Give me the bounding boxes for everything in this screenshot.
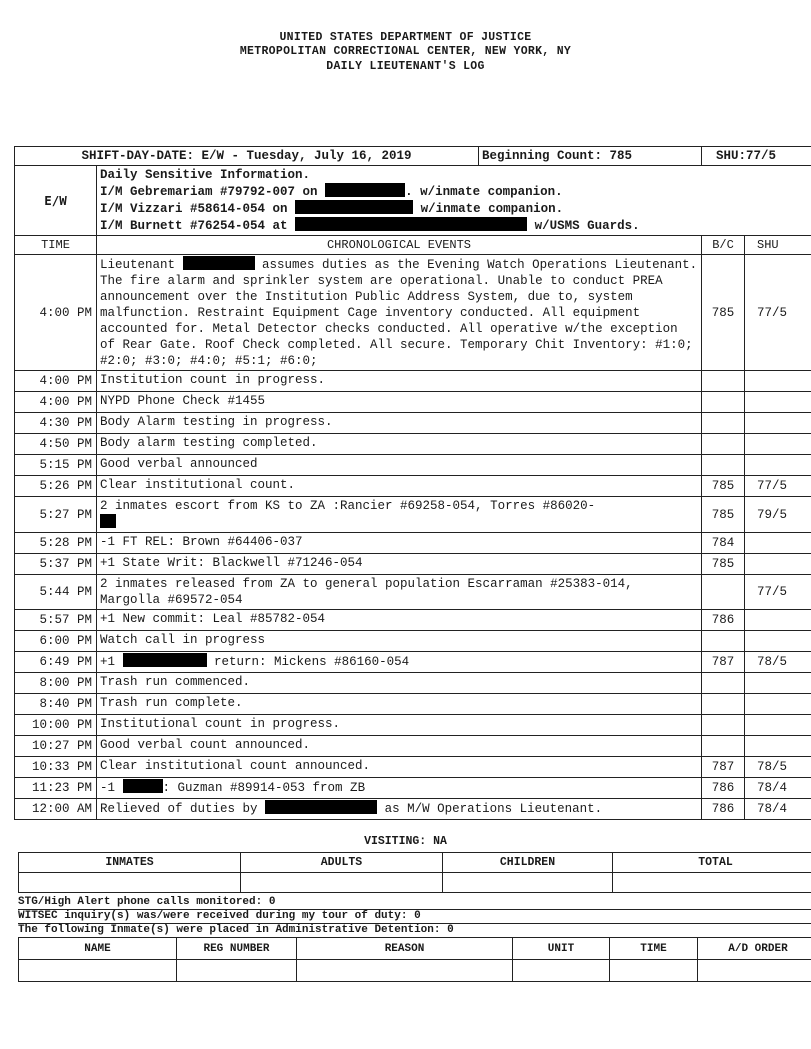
shift-header-row: [15, 147, 811, 166]
entry-shu: [745, 610, 811, 631]
name-header: NAME: [19, 938, 177, 960]
entry-bc: 787: [702, 652, 745, 673]
visiting-title: VISITING: NA: [364, 835, 447, 848]
log-entry: [15, 533, 811, 554]
log-title: DAILY LIEUTENANT'S LOG: [326, 60, 485, 73]
entry-bc: [702, 575, 745, 610]
log-entry: [15, 631, 811, 652]
entry-time: 5:26 PM: [15, 476, 97, 497]
redaction: [100, 514, 116, 528]
log-entry: [15, 392, 811, 413]
time-header: TIME: [610, 938, 698, 960]
entry-shu: 78/5: [745, 652, 811, 673]
ad-order-cell: [698, 960, 811, 982]
entry-event: +1 New commit: Leal #85782-054: [97, 610, 702, 631]
entry-event: Good verbal count announced.: [97, 736, 702, 757]
visiting-table: [18, 852, 811, 893]
entry-event: 2 inmates escort from KS to ZA :Rancier #69258-054, Torres #86020-: [97, 497, 702, 533]
name-cell: [19, 960, 177, 982]
entry-shu: [745, 371, 811, 392]
redaction: [295, 217, 527, 231]
ad-order-header: A/D ORDER: [698, 938, 811, 960]
log-entry: [15, 476, 811, 497]
admin-detention-table: [18, 937, 811, 982]
redaction: [325, 183, 405, 197]
reason-cell: [297, 960, 513, 982]
sensitive-line-1: I/M Gebremariam #79792-007 on . w/inmate companion.: [100, 185, 563, 199]
entry-bc: 785: [702, 476, 745, 497]
children-value: [443, 873, 613, 893]
entry-bc: [702, 715, 745, 736]
time-cell: [610, 960, 698, 982]
unit-cell: [513, 960, 610, 982]
entry-time: 10:00 PM: [15, 715, 97, 736]
entry-bc: 785: [702, 255, 745, 371]
shift-day-date: SHIFT-DAY-DATE: E/W - Tuesday, July 16, 2019: [15, 147, 479, 166]
log-entry: [15, 255, 811, 371]
sensitive-line-2: I/M Vizzari #58614-054 on w/inmate companion.: [100, 202, 564, 216]
entry-shu: 77/5: [745, 575, 811, 610]
sensitive-title: Daily Sensitive Information.: [100, 168, 311, 182]
sensitive-info-row: [15, 166, 811, 236]
entry-time: 6:49 PM: [15, 652, 97, 673]
entry-event: Clear institutional count.: [97, 476, 702, 497]
entry-shu: [745, 413, 811, 434]
redaction: [183, 256, 255, 270]
entry-shu: 77/5: [745, 476, 811, 497]
entry-event: Institutional count in progress.: [97, 715, 702, 736]
entry-time: 10:33 PM: [15, 757, 97, 778]
entry-time: 4:50 PM: [15, 434, 97, 455]
entry-event: Trash run commenced.: [97, 673, 702, 694]
events-column-header: CHRONOLOGICAL EVENTS: [97, 236, 702, 255]
shu-count: SHU:77/5: [702, 147, 811, 166]
entry-time: 6:00 PM: [15, 631, 97, 652]
redaction: [295, 200, 413, 214]
entry-time: 5:37 PM: [15, 554, 97, 575]
shu-column-header: SHU: [745, 236, 811, 255]
entry-shu: [745, 694, 811, 715]
log-entry: [15, 434, 811, 455]
entry-shu: [745, 434, 811, 455]
log-entry: [15, 799, 811, 820]
entry-event: Body alarm testing completed.: [97, 434, 702, 455]
inmates-value: [19, 873, 241, 893]
log-entry: [15, 694, 811, 715]
entry-shu: 77/5: [745, 255, 811, 371]
entry-event: +1 State Writ: Blackwell #71246-054: [97, 554, 702, 575]
entry-time: 4:30 PM: [15, 413, 97, 434]
dept-title: UNITED STATES DEPARTMENT OF JUSTICE: [279, 31, 532, 44]
children-header: CHILDREN: [443, 853, 613, 873]
entry-time: 8:00 PM: [15, 673, 97, 694]
log-entry: [15, 371, 811, 392]
adults-header: ADULTS: [241, 853, 443, 873]
inmates-header: INMATES: [19, 853, 241, 873]
adults-value: [241, 873, 443, 893]
entry-time: 4:00 PM: [15, 255, 97, 371]
entry-time: 5:28 PM: [15, 533, 97, 554]
entry-bc: [702, 694, 745, 715]
log-entry: [15, 497, 811, 533]
log-entry: [15, 554, 811, 575]
entry-bc: 786: [702, 778, 745, 799]
entry-time: 5:27 PM: [15, 497, 97, 533]
entry-event: Body Alarm testing in progress.: [97, 413, 702, 434]
entry-shu: [745, 715, 811, 736]
entry-bc: [702, 434, 745, 455]
unit-header: UNIT: [513, 938, 610, 960]
entry-bc: [702, 371, 745, 392]
stg-phone-calls: STG/High Alert phone calls monitored: 0: [18, 895, 811, 910]
entry-shu: 78/5: [745, 757, 811, 778]
total-value: [613, 873, 811, 893]
bc-column-header: B/C: [702, 236, 745, 255]
facility-title: METROPOLITAN CORRECTIONAL CENTER, NEW YORK, NY: [239, 45, 572, 58]
reason-header: REASON: [297, 938, 513, 960]
entry-event: Lieutenant assumes duties as the Evening Watch Operations Lieutenant. The fire alarm and sprinkler system are operational. Unable to conduct PREA announcement over the Institution Public Address System, due to, system malfunction. Restraint Equipment Cage inventory conducted. All equipment accounted for. Metal Detector checks conducted. All operative w/the exception of Rear Gate. Roof Check completed. All secure. Temporary Chit Inventory: #1:0; #2:0; #3:0; #4:0; #5:1; #6:0;: [97, 255, 702, 371]
log-entry: [15, 413, 811, 434]
column-header-row: [15, 236, 811, 255]
entry-shu: 79/5: [745, 497, 811, 533]
log-entry: [15, 757, 811, 778]
entry-time: 4:00 PM: [15, 371, 97, 392]
entry-bc: 785: [702, 554, 745, 575]
entry-event: Institution count in progress.: [97, 371, 702, 392]
entry-time: 5:44 PM: [15, 575, 97, 610]
sensitive-line-3: I/M Burnett #76254-054 at w/USMS Guards.: [100, 219, 640, 233]
entry-time: 5:57 PM: [15, 610, 97, 631]
entry-time: 8:40 PM: [15, 694, 97, 715]
entry-bc: 785: [702, 497, 745, 533]
log-entry: [15, 610, 811, 631]
entry-bc: 786: [702, 610, 745, 631]
shift-code: E/W: [15, 166, 97, 236]
entry-shu: [745, 554, 811, 575]
log-entry: [15, 575, 811, 610]
redaction: [123, 653, 207, 667]
time-column-header: TIME: [15, 236, 97, 255]
log-entry: [15, 715, 811, 736]
entry-event: -1 : Guzman #89914-053 from ZB: [97, 778, 702, 799]
entry-shu: [745, 533, 811, 554]
total-header: TOTAL: [613, 853, 811, 873]
entry-time: 5:15 PM: [15, 455, 97, 476]
entry-shu: 78/4: [745, 778, 811, 799]
entry-time: 11:23 PM: [15, 778, 97, 799]
entry-time: 10:27 PM: [15, 736, 97, 757]
entry-shu: [745, 673, 811, 694]
log-entry: [15, 652, 811, 673]
entry-bc: 786: [702, 799, 745, 820]
entry-bc: [702, 673, 745, 694]
entry-event: Trash run complete.: [97, 694, 702, 715]
entry-event: Watch call in progress: [97, 631, 702, 652]
entry-shu: 78/4: [745, 799, 811, 820]
entry-event: +1 return: Mickens #86160-054: [97, 652, 702, 673]
redaction: [265, 800, 377, 814]
log-entry: [15, 673, 811, 694]
entry-bc: 787: [702, 757, 745, 778]
entry-event: Clear institutional count announced.: [97, 757, 702, 778]
log-entry: [15, 778, 811, 799]
entry-event: -1 FT REL: Brown #64406-037: [97, 533, 702, 554]
entry-time: 12:00 AM: [15, 799, 97, 820]
log-entry: [15, 736, 811, 757]
admin-detention: The following Inmate(s) were placed in Administrative Detention: 0: [18, 923, 811, 938]
entry-event: Good verbal announced: [97, 455, 702, 476]
entry-shu: [745, 455, 811, 476]
lieutenant-log-table: [14, 146, 811, 820]
entry-shu: [745, 736, 811, 757]
entry-event: 2 inmates released from ZA to general population Escarraman #25383-014, Margolla #69572-054: [97, 575, 702, 610]
entry-time: 4:00 PM: [15, 392, 97, 413]
beginning-count: Beginning Count: 785: [479, 147, 702, 166]
entry-bc: [702, 631, 745, 652]
entry-shu: [745, 631, 811, 652]
reg-number-header: REG NUMBER: [177, 938, 297, 960]
reg-number-cell: [177, 960, 297, 982]
entry-bc: 784: [702, 533, 745, 554]
entry-event: Relieved of duties by as M/W Operations Lieutenant.: [97, 799, 702, 820]
entry-shu: [745, 392, 811, 413]
entry-bc: [702, 392, 745, 413]
redaction: [123, 779, 163, 793]
entry-bc: [702, 413, 745, 434]
log-entry: [15, 455, 811, 476]
entry-event: NYPD Phone Check #1455: [97, 392, 702, 413]
sensitive-info: [97, 166, 811, 236]
entry-bc: [702, 736, 745, 757]
witsec-inquiry: WITSEC inquiry(s) was/were received during my tour of duty: 0: [18, 909, 811, 924]
entry-bc: [702, 455, 745, 476]
